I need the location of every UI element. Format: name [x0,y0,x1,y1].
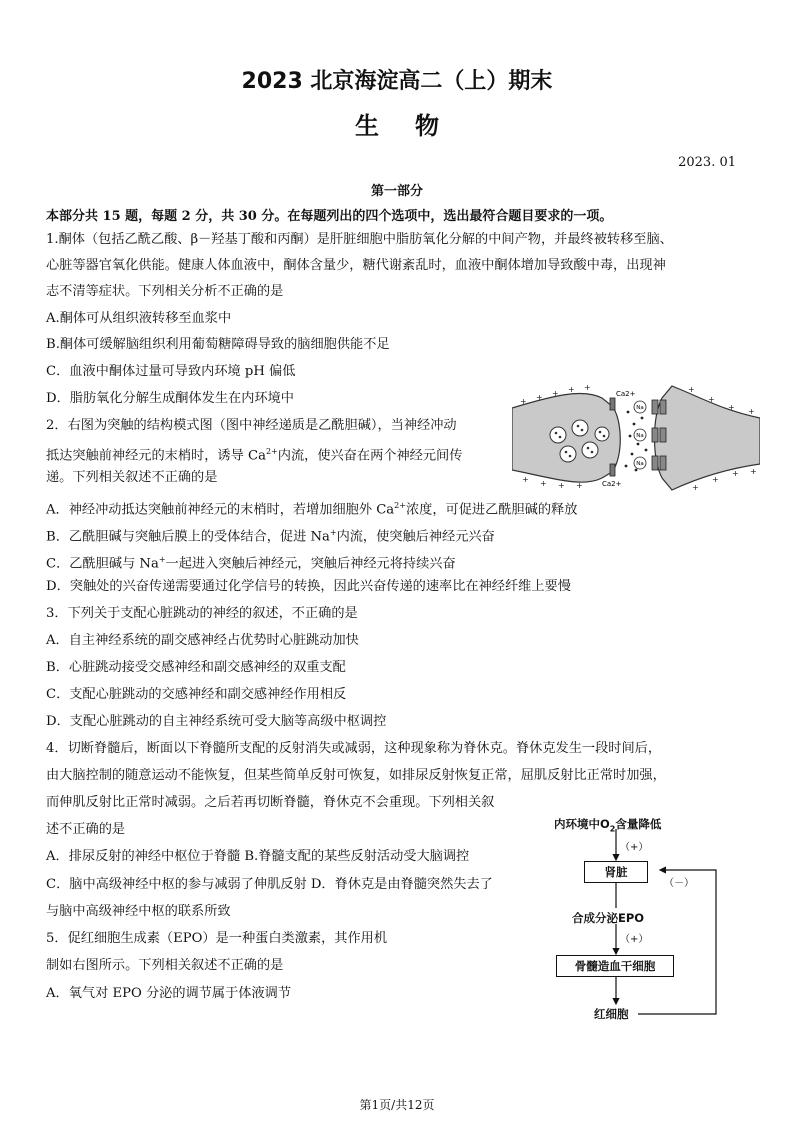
q5-option-a: A．氧气对 EPO 分泌的调节属于体液调节 [46,986,292,1001]
kidney-box: 肾脏 [584,861,648,883]
svg-text:+: + [688,385,695,394]
q1-option-b: B.酮体可缓解脑组织利用葡萄糖障碍导致的脑细胞供能不足 [46,337,390,352]
svg-text:+: + [558,481,565,490]
section-instructions: 本部分共 15 题，每题 2 分，共 30 分。在每题列出的四个选项中，选出最符合题目要求的一项。 [46,209,613,224]
q3-option-b: B．心脏跳动接受交感神经和副交感神经的双重支配 [46,660,346,675]
svg-text:+: + [552,389,559,398]
epo-flow-diagram [548,812,738,1024]
na-label-3: Na [636,461,644,467]
q5-stem-line-1: 5．促红细胞生成素（EPO）是一种蛋白类激素，其作用机 [46,931,388,946]
svg-text:+: + [732,469,739,478]
q2-stem-line-1: 2．右图为突触的结构模式图（图中神经递质是乙酰胆碱），当神经冲动 [46,418,457,433]
q2-option-b: B．乙酰胆碱与突触后膜上的受体结合，促进 Na+内流，使突触后神经元兴奋 [46,528,495,545]
q1-stem-line-3: 志不清等症状。下列相关分析不正确的是 [46,284,284,299]
svg-text:+: + [692,483,699,492]
q2-stem-line-3: 递。下列相关叙述不正确的是 [46,470,218,485]
q1-stem-line-2: 心脏等器官氧化供能。健康人体血液中，酮体含量少，糖代谢紊乱时，血液中酮体增加导致酸中毒，出现神 [46,258,666,273]
page-number: 第1页/共12页 [359,1098,435,1112]
q2-option-c: C．乙酰胆碱与 Na+一起进入突触后神经元，突触后神经元将持续兴奋 [46,555,456,572]
q1-option-c: C．血液中酮体过量可导致内环境 pH 偏低 [46,364,296,379]
q4-stem-line-4: 述不正确的是 [46,822,126,837]
exam-date: 2023. 01 [678,155,736,170]
synapse-diagram [512,378,760,496]
ca-label-top: Ca2+ [616,390,636,398]
svg-text:+: + [540,479,547,488]
low-oxygen-label: 内环境中$O_2$含量降低 [554,817,662,834]
q4-stem-line-2: 由大脑控制的随意运动不能恢复，但某些简单反射可恢复，如排尿反射恢复正常，屈肌反射比正常时加强， [46,768,666,783]
svg-text:+: + [748,407,755,416]
na-label-1: Na [636,405,644,411]
calcium-channel-top [610,398,615,410]
svg-text:+: + [708,395,715,404]
svg-text:+: + [750,467,757,476]
q3-stem: 3．下列关于支配心脏跳动的神经的叙述，不正确的是 [46,606,358,621]
na-label-2: Na [636,433,644,439]
exam-title: 2023 北京海淀高二（上）期末 [241,69,553,94]
q4-stem-line-1: 4．切断脊髓后，断面以下脊髓所支配的反射消失或减弱，这种现象称为脊休克。脊休克发生一段时间后， [46,741,662,756]
svg-text:+: + [712,475,719,484]
positive-sign-1: （+） [620,842,649,853]
part-heading: 第一部分 [370,184,423,199]
positive-sign-2: （+） [620,934,649,945]
q2-stem-line-2: 抵达突触前神经元的末梢时，诱导 $Ca^{2+}$内流，使兴奋在两个神经元间传 [46,447,463,464]
svg-text:+: + [536,393,543,402]
q5-stem-line-2: 制如右图所示。下列相关叙述不正确的是 [46,958,284,973]
q3-option-a: A．自主神经系统的副交感神经占优势时心脏跳动加快 [46,633,359,648]
epo-secretion-label: 合成分泌EPO [572,911,645,925]
q1-option-a: A.酮体可从组织液转移至血浆中 [46,311,232,326]
red-blood-cell-label: 红细胞 [594,1007,629,1021]
q1-stem-line-1: 1.酮体（包括乙酰乙酸、β－羟基丁酸和丙酮）是肝脏细胞中脂肪氧化分解的中间产物，并最终被转移至脑、 [46,232,673,247]
q4-stem-line-3: 而伸肌反射比正常时减弱。之后若再切断脊髓，脊休克不会重现。下列相关叙 [46,795,495,810]
q3-option-d: D．支配心脏跳动的自主神经系统可受大脑等高级中枢调控 [46,714,387,729]
svg-text:+: + [568,385,575,394]
subject-title: 生物 [355,112,475,140]
q2-option-a: A．神经冲动抵达突触前神经元的末梢时，若增加细胞外 $Ca^{2+}$浓度，可促进乙酰胆碱的释放 [46,501,578,518]
q4-options-ab: A．排尿反射的神经中枢位于脊髓 B.脊髓支配的某些反射活动受大脑调控 [46,849,470,864]
calcium-channel-bottom [610,464,615,476]
q2-option-d: D．突触处的兴奋传递需要通过化学信号的转换，因此兴奋传递的速率比在神经纤维上要慢 [46,579,571,594]
svg-text:+: + [728,403,735,412]
svg-text:+: + [584,383,591,392]
svg-text:+: + [522,475,529,484]
bone-marrow-stem-cell-box: 骨髓造血干细胞 [556,955,674,977]
q1-option-d: D．脂肪氧化分解生成酮体发生在内环境中 [46,391,294,406]
q4-options-cd: C．脑中高级神经中枢的参与减弱了伸肌反射 D．脊休克是由脊髓突然失去了 [46,877,493,892]
svg-text:+: + [520,397,527,406]
q3-option-c: C．支配心脏跳动的交感神经和副交感神经作用相反 [46,687,347,702]
q4-option-d-continued: 与脑中高级神经中枢的联系所致 [46,904,231,919]
svg-text:+: + [576,481,583,490]
synapse-illustration [512,378,760,496]
negative-feedback-sign: （－） [664,878,694,889]
ca-label-bottom: Ca2+ [602,480,622,488]
